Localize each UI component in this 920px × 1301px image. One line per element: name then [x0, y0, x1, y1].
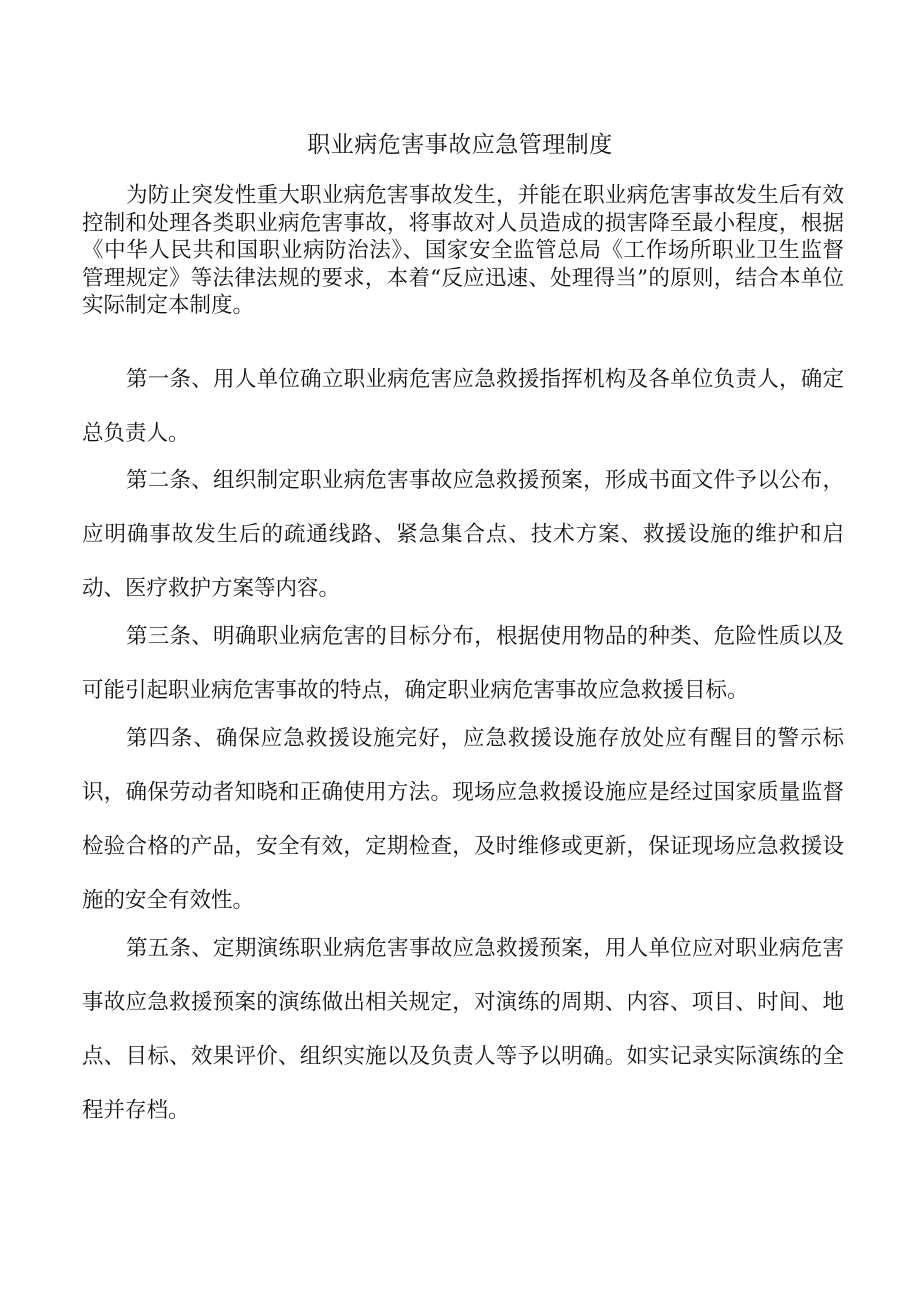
document-title: 职业病危害事故应急管理制度 — [307, 132, 613, 158]
article-4: 第四条、确保应急救援设施完好，应急救援设施存放处应有醒目的警示标识，确保劳动者知晓和正确使用方法。现场应急救援设施应是经过国家质量监督检验合格的产品，安全有效，定期检查，及时维修或更新，保证现场应急救援设施的安全有效性。 — [82, 726, 844, 913]
intro-paragraph: 为防止突发性重大职业病危害事故发生，并能在职业病危害事故发生后有效控制和处理各类职业病危害事故，将事故对人员造成的损害降至最小程度，根据《中华人民共和国职业病防治法》、国家安全监管总局《工作场所职业卫生监督管理规定》等法律法规的要求，本着“反应迅速、处理得当”的原则，结合本单位实际制定本制度。 — [82, 183, 844, 318]
article-3: 第三条、明确职业病危害的目标分布，根据使用物品的种类、危险性质以及可能引起职业病危害事故的特点，确定职业病危害事故应急救援目标。 — [82, 624, 844, 703]
article-2: 第二条、组织制定职业病危害事故应急救援预案，形成书面文件予以公布，应明确事故发生后的疏通线路、紧急集合点、技术方案、救援设施的维护和启动、医疗救护方案等内容。 — [82, 468, 844, 601]
article-5: 第五条、定期演练职业病危害事故应急救援预案，用人单位应对职业病危害事故应急救援预案的演练做出相关规定，对演练的周期、内容、项目、时间、地点、目标、效果评价、组织实施以及负责人等予以明确。如实记录实际演练的全程并存档。 — [82, 936, 844, 1123]
article-1: 第一条、用人单位确立职业病危害应急救援指挥机构及各单位负责人，确定总负责人。 — [82, 367, 844, 446]
